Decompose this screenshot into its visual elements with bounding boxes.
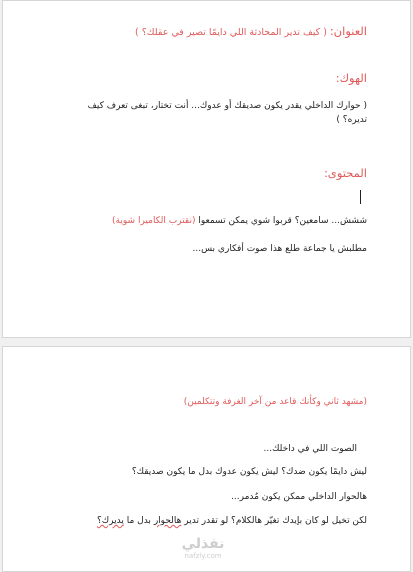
hook-line-2: تديره؟ ) (336, 115, 367, 125)
content-line-1-note: (نقترب الكاميرا شوية) (112, 216, 196, 226)
content-line-2: مطلبش يا جماعة طلع هذا صوت أفكاري بس... (192, 244, 367, 254)
content-line-1 (42, 215, 367, 227)
content-line-1-main: ششش... سامعين؟ قربوا شوي يمكن تسمعوا (198, 216, 367, 226)
page2-line-3: هالحوار الداخلي ممكن يكون مُدمر... (231, 492, 367, 502)
page2-line-4-a: لكن تخيل لو كان بإيدك تغيّر هالكلام؟ لو تقدر تدير (184, 516, 367, 526)
hook-line-1: ( حوارك الداخلي يقدر يكون صديقك أو عدوك... أنت تختار، تبغى تعرف كيف (87, 101, 367, 111)
title-value: ( كيف تدير المحادثة اللي دايمًا تصير في عقلك؟ ) (134, 27, 327, 38)
scene-note: (مشهد ثاني وكأنك قاعد من آخر الغرفة وتتكلمين) (183, 397, 367, 407)
page2-line-4-b: هالحوار (153, 516, 182, 526)
watermark-url: nafzly.com (184, 552, 222, 560)
page2-line-4-d: يديرك؟ (96, 516, 124, 526)
page2-line-4-c: بدل ما (126, 516, 151, 526)
page2-line-4 (42, 515, 367, 527)
page2-line-1: الصوت اللي في داخلك... (263, 444, 357, 454)
title-label: العنوان: (329, 24, 367, 38)
content-label: المحتوى: (323, 166, 367, 180)
text-cursor (360, 190, 361, 204)
hook-label: الهوك: (335, 71, 367, 85)
watermark-logo: نفذلي (181, 536, 225, 552)
page2-line-2: ليش دايمًا يكون ضدك؟ ليش يكون عدوك بدل ما يكون صديقك؟ (131, 467, 367, 477)
watermark (174, 536, 232, 560)
title-row (42, 24, 367, 39)
